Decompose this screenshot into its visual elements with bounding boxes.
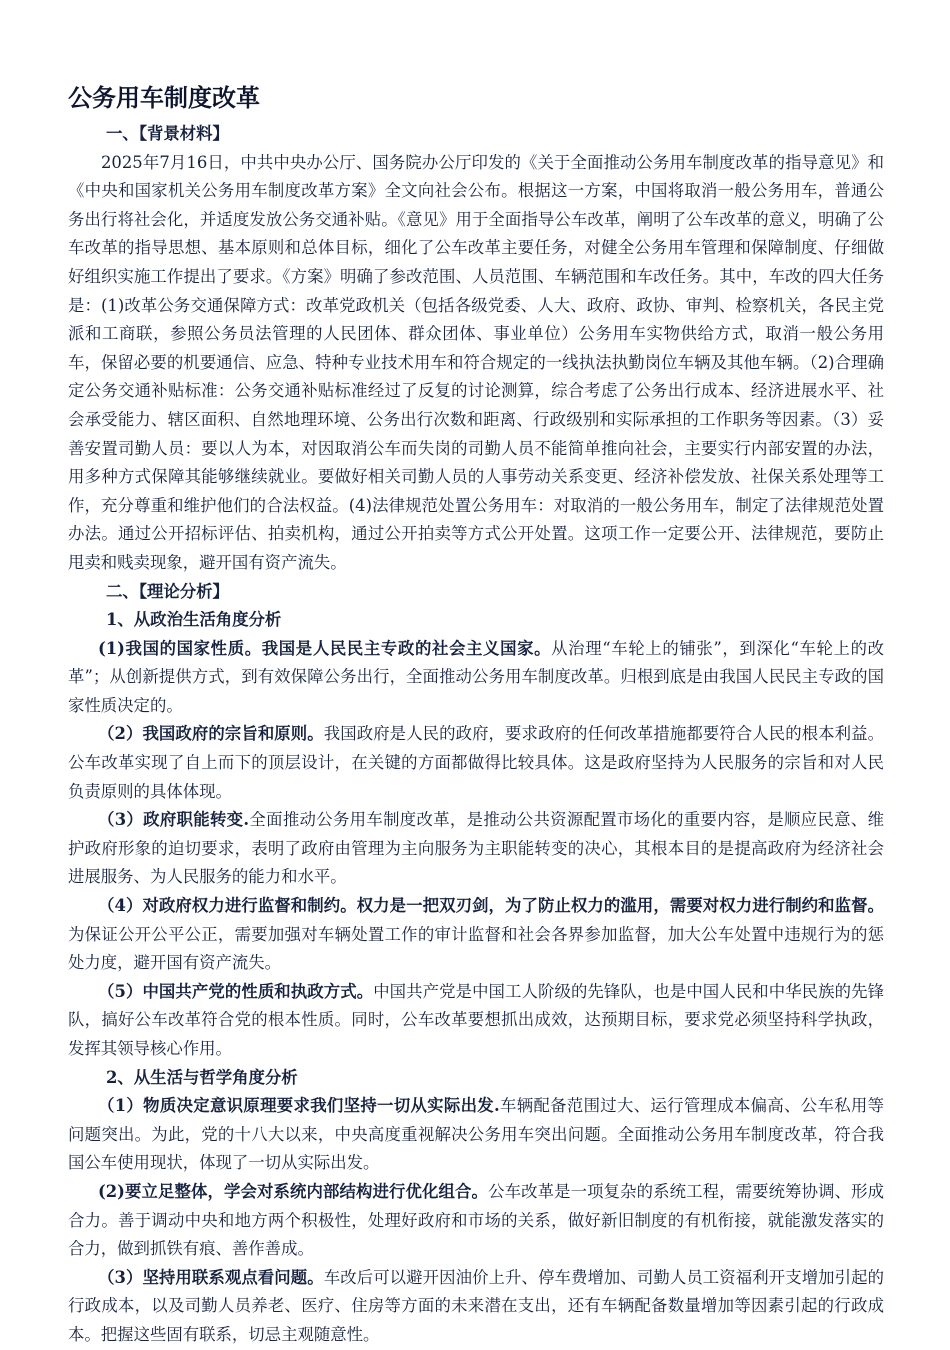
politics-point-1: [68, 635, 884, 721]
point-text: 为保证公开公平公正，需要加强对车辆处置工作的审计监督和社会各界参加监督，加大公车处置中违规行为的惩处力度，避开国有资产流失。: [68, 924, 884, 973]
politics-point-5: [68, 978, 884, 1064]
point-lead: （3）政府职能转变.: [98, 810, 250, 830]
point-text: 车辆配备范围过大、运行管理成本偏高、公车私用等问题突出。为此，党的十八大以来，中央高度重视解决公务用车突出问题。全面推动公务用车制度改革，符合我国公车使用现状，体现了一切从实际出发。: [68, 1096, 884, 1173]
philosophy-point-2: [68, 1178, 884, 1264]
section-heading-background: 一、【背景材料】: [106, 124, 229, 143]
point-lead: （4）对政府权力进行监督和制约。权力是一把双刃剑，为了防止权力的滥用，需要对权力进行制约和监督。: [98, 896, 884, 916]
point-lead: （3）坚持用联系观点看问题。: [98, 1267, 324, 1287]
point-lead: （2）我国政府的宗旨和原则。: [98, 724, 324, 744]
point-text: 公车改革是一项复杂的系统工程，需要统筹协调、形成合力。善于调动中央和地方两个积极性，处理好政府和市场的关系，做好新旧制度的有机衔接，就能激发落实的合力，做到抓铁有痕、善作善成。: [68, 1181, 884, 1259]
point-lead: （1）物质决定意识原理要求我们坚持一切从实际出发.: [98, 1096, 500, 1116]
point-text: 从治理“车轮上的铺张”，到深化“车轮上的改革”；从创新提供方式，到有效保障公务出行，全面推动公务用车制度改革。归根到底是由我国人民民主专政的国家性质决定的。: [68, 638, 884, 715]
point-text: 我国政府是人民的政府，要求政府的任何改革措施都要符合人民的根本利益。公车改革实现了自上而下的顶层设计，在关键的方面都做得比较具体。这是政府坚持为人民服务的宗旨和对人民负责原则的具体体现。: [68, 724, 885, 801]
politics-point-4: [68, 892, 884, 978]
point-lead: (2)要立足整体，学会对系统内部结构进行优化组合。: [98, 1181, 489, 1201]
document-page: [68, 78, 884, 1350]
page-title: 公务用车制度改革: [68, 84, 260, 112]
subsection-heading-politics: 1、从政治生活角度分析: [106, 610, 282, 630]
point-lead: (1)我国的国家性质。我国是人民民主专政的社会主义国家。: [98, 638, 552, 658]
background-paragraph: 2025年7月16日，中共中央办公厅、国务院办公厅印发的《关于全面推动公务用车制度改革的指导意见》和《中央和国家机关公务用车制度改革方案》全文向社会公布。根据这一方案，中国将取消一般公务用车，普通公务出行将社会化，并适度发放公务交通补贴。《意见》用于全面指导公车改革，阐明了公车改革的意义，明确了公车改革的指导思想、基本原则和总体目标，细化了公车改革主要任务，对健全公务用车管理和保障制度、仔细做好组织实施工作提出了要求。《方案》明确了参改范围、人员范围、车辆范围和车改任务。其中，车改的四大任务是：(1)改革公务交通保障方式：改革党政机关（包括各级党委、人大、政府、政协、审判、检察机关，各民主党派和工商联，参照公务员法管理的人民团体、群众团体、事业单位）公务用车实物供给方式，取消一般公务用车，保留必要的机要通信、应急、特种专业技术用车和符合规定的一线执法执勤岗位车辆及其他车辆。（2)合理确定公务交通补贴标准：公务交通补贴标准经过了反复的讨论测算，综合考虑了公务出行成本、经济进展水平、社会承受能力、辖区面积、自然地理环境、公务出行次数和距离、行政级别和实际承担的工作职务等因素。（3）妥善安置司勤人员：要以人为本，对因取消公车而失岗的司勤人员不能简单推向社会，主要实行内部安置的办法，用多种方式保障其能够继续就业。要做好相关司勤人员的人事劳动关系变更、经济补偿发放、社保关系处理等工作，充分尊重和维护他们的合法权益。(4)法律规范处置公务用车：对取消的一般公务用车，制定了法律规范处置办法。通过公开招标评估、拍卖机构，通过公开拍卖等方式公开处置。这项工作一定要公开、法律规范，要防止甩卖和贱卖现象，避开国有资产流失。: [68, 152, 884, 572]
point-text: 中国共产党是中国工人阶级的先锋队，也是中国人民和中华民族的先锋队，搞好公车改革符合党的根本性质。同时，公车改革要想抓出成效，达预期目标，要求党必须坚持科学执政，发挥其领导核心作用。: [68, 981, 884, 1058]
politics-point-2: [68, 720, 884, 806]
philosophy-point-3: [68, 1264, 884, 1350]
philosophy-point-1: [68, 1092, 884, 1178]
point-text: 车改后可以避开因油价上升、停车费增加、司勤人员工资福利开支增加引起的行政成本，以及司勤人员养老、医疗、住房等方面的未来潜在支出，还有车辆配备数量增加等因素引起的行政成本。把握这些固有联系，切忌主观随意性。: [68, 1267, 885, 1344]
point-text: 全面推动公务用车制度改革，是推动公共资源配置市场化的重要内容，是顺应民意、维护政府形象的迫切要求，表明了政府由管理为主向服务为主职能转变的决心，其根本目的是提高政府为经济社会进展服务、为人民服务的能力和水平。: [68, 810, 884, 887]
section-heading-analysis: 二、【理论分析】: [106, 581, 229, 601]
subsection-heading-philosophy: 2、从生活与哲学角度分析: [106, 1067, 298, 1087]
point-lead: （5）中国共产党的性质和执政方式。: [98, 981, 374, 1001]
politics-point-3: [68, 806, 884, 892]
